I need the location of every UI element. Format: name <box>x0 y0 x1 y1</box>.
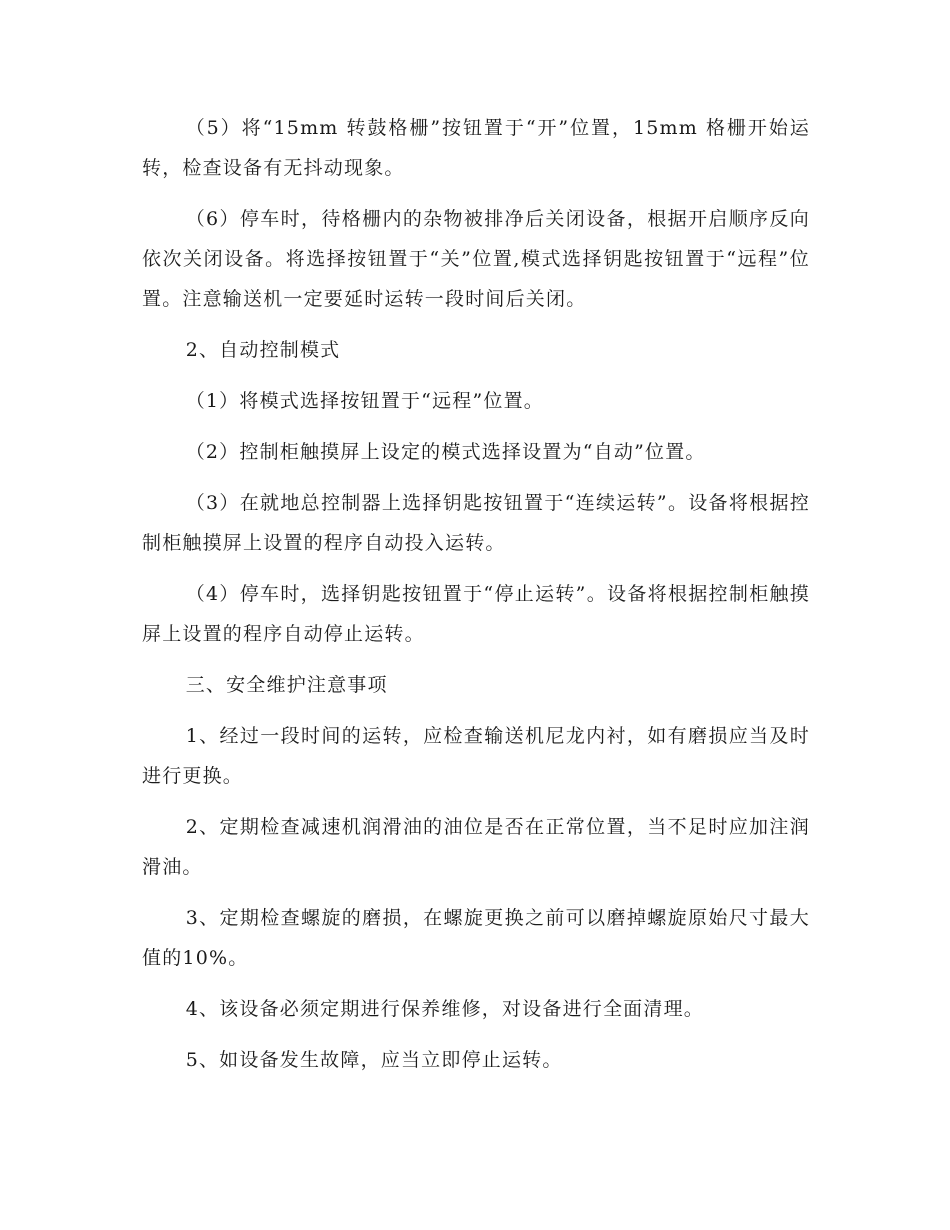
paragraph-safety-2: 2、定期检查减速机润滑油的油位是否在正常位置，当不足时应加注润滑油。 <box>142 816 810 878</box>
paragraph-safety-5: 5、如设备发生故障，应当立即停止运转。 <box>185 1049 563 1071</box>
paragraph-auto-step-3: （3）在就地总控制器上选择钥匙按钮置于“连续运转”。设备将根据控制柜触摸屏上设置的程序自动投入运转。 <box>142 492 810 554</box>
paragraph-step-5: （5）将“15mm 转鼓格栅”按钮置于“开”位置，15mm 格栅开始运转，检查设备有无抖动现象。 <box>142 117 810 179</box>
paragraph-safety-4: 4、该设备必须定期进行保养维修，对设备进行全面清理。 <box>185 998 704 1020</box>
paragraph-safety-1: 1、经过一段时间的运转，应检查输送机尼龙内衬，如有磨损应当及时进行更换。 <box>142 725 810 787</box>
document-body <box>142 108 810 1091</box>
paragraph-auto-step-1: （1）将模式选择按钮置于“远程”位置。 <box>185 390 545 412</box>
section-heading-safety: 三、安全维护注意事项 <box>185 674 388 696</box>
paragraph-safety-3: 3、定期检查螺旋的磨损，在螺旋更换之前可以磨掉螺旋原始尺寸最大值的10%。 <box>142 907 810 969</box>
paragraph-auto-step-2: （2）控制柜触摸屏上设定的模式选择设置为“自动”位置。 <box>185 441 706 463</box>
paragraph-auto-step-4: （4）停车时，选择钥匙按钮置于“停止运转”。设备将根据控制柜触摸屏上设置的程序自动停止运转。 <box>142 583 810 645</box>
section-heading-auto-mode: 2、自动控制模式 <box>185 339 341 361</box>
paragraph-step-6: （6）停车时，待格栅内的杂物被排净后关闭设备，根据开启顺序反向依次关闭设备。将选择按钮置于“关”位置,模式选择钥匙按钮置于“远程”位置。注意输送机一定要延时运转一段时间后关闭。 <box>142 208 810 310</box>
